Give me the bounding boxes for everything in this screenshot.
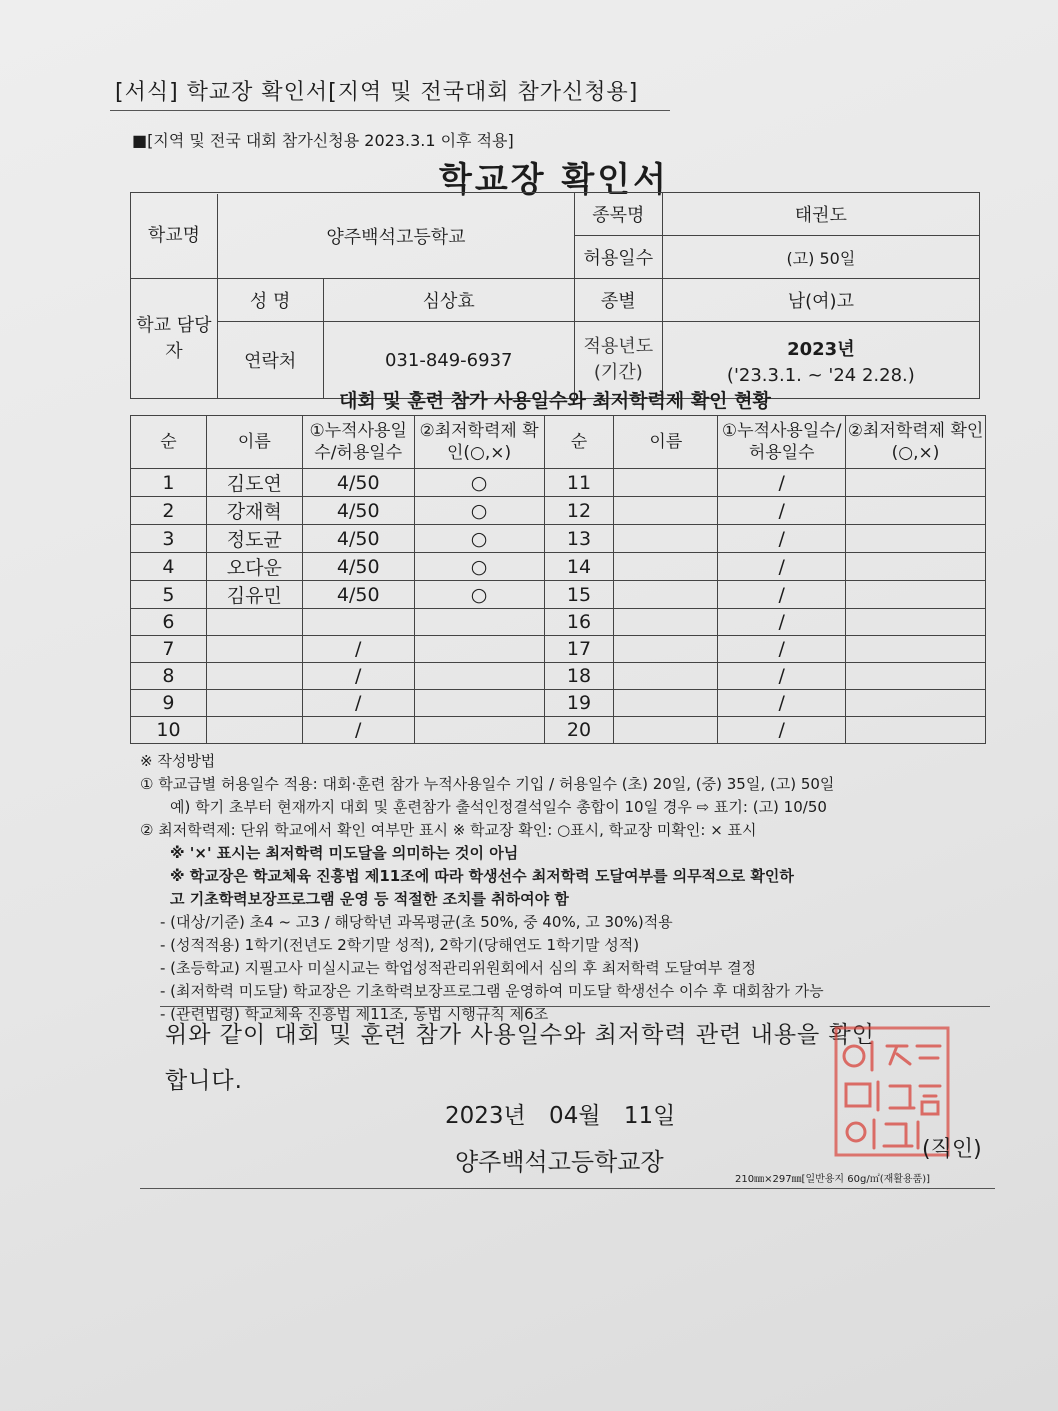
minimum-grade-check	[414, 609, 544, 636]
table-row	[131, 636, 986, 663]
minimum-grade-check	[846, 581, 986, 609]
row-number: 10	[131, 717, 207, 744]
usage-days: /	[718, 581, 846, 609]
instruction-line: ※ 작성방법	[140, 752, 216, 770]
row-number: 18	[544, 663, 614, 690]
minimum-grade-check	[846, 469, 986, 497]
usage-days: /	[718, 717, 846, 744]
usage-days: /	[302, 636, 414, 663]
table-header-row	[131, 416, 986, 469]
student-name: 정도균	[206, 525, 302, 553]
sub-label: ■[지역 및 전국 대회 참가신청용 2023.3.1 이후 적용]	[132, 131, 514, 150]
allowed-value: (고) 50일	[662, 236, 979, 279]
instruction-line: ② 최저학력제: 단위 학교에서 확인 여부만 표시 ※ 학교장 확인: ○표시, 학교장 미확인: × 표시	[140, 821, 757, 839]
instruction-line: 고 기초학력보장프로그램 운영 등 적절한 조치를 취하여야 함	[170, 890, 569, 908]
confirmation-text	[165, 1012, 875, 1104]
event-label: 종목명	[574, 193, 662, 236]
minimum-grade-check	[846, 663, 986, 690]
school-cell	[131, 193, 575, 279]
usage-days: /	[302, 717, 414, 744]
confirmation-line: 위와 같이 대회 및 훈련 참가 사용일수와 최저학력 관련 내용을 확인	[165, 1022, 875, 1048]
gender-value: 남(여)고	[662, 279, 979, 322]
student-name	[206, 636, 302, 663]
document-title: 학교장 확인서	[439, 160, 669, 200]
minimum-grade-check: ○	[414, 469, 544, 497]
student-name	[614, 497, 718, 525]
student-name: 김도연	[206, 469, 302, 497]
school-label: 학교명	[131, 194, 218, 278]
student-name	[614, 663, 718, 690]
row-number: 15	[544, 581, 614, 609]
row-number: 2	[131, 497, 207, 525]
period-value: ('23.3.1. ~ '24 2.28.)	[726, 364, 915, 386]
row-number: 3	[131, 525, 207, 553]
usage-days: 4/50	[302, 469, 414, 497]
table-row	[131, 717, 986, 744]
minimum-grade-check: ○	[414, 553, 544, 581]
student-name	[614, 609, 718, 636]
minimum-grade-check	[846, 553, 986, 581]
usage-days: /	[718, 690, 846, 717]
table-row	[131, 497, 986, 525]
row-number: 14	[544, 553, 614, 581]
student-name	[614, 690, 718, 717]
paper-spec: 210㎜×297㎜[일반용지 60g/㎡(재활용품)]	[735, 1174, 931, 1185]
student-name	[206, 717, 302, 744]
student-name	[614, 581, 718, 609]
table-row	[131, 663, 986, 690]
divider	[160, 1006, 990, 1007]
usage-table	[130, 415, 986, 744]
row-number: 17	[544, 636, 614, 663]
usage-days: /	[718, 525, 846, 553]
confirmation-line: 합니다.	[165, 1068, 243, 1094]
student-name	[206, 609, 302, 636]
row-number: 1	[131, 469, 207, 497]
student-name	[614, 525, 718, 553]
usage-days: /	[302, 690, 414, 717]
minimum-grade-check	[846, 497, 986, 525]
header-check: ②최저학력제 확인(○,×)	[414, 416, 544, 469]
usage-days: /	[718, 609, 846, 636]
header-days: ①누적사용일수/허용일수	[302, 416, 414, 469]
student-name	[206, 663, 302, 690]
contact-label: 연락처	[217, 322, 323, 399]
contact-value: 031-849-6937	[323, 322, 574, 399]
minimum-grade-check	[846, 636, 986, 663]
school-value: 양주백석고등학교	[326, 226, 466, 248]
instruction-line: ※ 학교장은 학교체육 진흥법 제11조에 따라 학생선수 최저학력 도달여부를 의무적으로 확인하	[170, 867, 794, 885]
allowed-label: 허용일수	[574, 236, 662, 279]
minimum-grade-check	[846, 609, 986, 636]
row-number: 13	[544, 525, 614, 553]
name-value: 심상효	[323, 279, 574, 322]
instruction-line: ※ '×' 표시는 최저학력 미도달을 의미하는 것이 아님	[170, 844, 519, 862]
minimum-grade-check	[414, 636, 544, 663]
instruction-line: - (성적적용) 1학기(전년도 2학기말 성적), 2학기(당해연도 1학기말 성적)	[160, 936, 640, 954]
usage-days	[302, 609, 414, 636]
instruction-line: - (초등학교) 지필고사 미실시교는 학업성적관리위원회에서 심의 후 최저학력 도달여부 결정	[160, 959, 757, 977]
row-number: 6	[131, 609, 207, 636]
name-label: 성 명	[217, 279, 323, 322]
row-number: 7	[131, 636, 207, 663]
table-row	[131, 525, 986, 553]
usage-days: 4/50	[302, 525, 414, 553]
section-title: 대회 및 훈련 참가 사용일수와 최저학력제 확인 현황	[339, 390, 771, 412]
row-number: 11	[544, 469, 614, 497]
manager-label: 학교 담당자	[131, 279, 218, 399]
instructions	[140, 750, 834, 1026]
minimum-grade-check	[846, 690, 986, 717]
minimum-grade-check	[414, 663, 544, 690]
student-name: 오다운	[206, 553, 302, 581]
instruction-line: - (관련법령) 학교체육 진흥법 제11조, 동법 시행규칙 제6조	[160, 1005, 549, 1023]
usage-days: 4/50	[302, 497, 414, 525]
year-label: 적용년도 (기간)	[574, 322, 662, 399]
usage-days: /	[302, 663, 414, 690]
header-days2: ①누적사용일수/허용일수	[718, 416, 846, 469]
form-label: [서식] 학교장 확인서[지역 및 전국대회 참가신청용]	[115, 80, 639, 105]
row-number: 12	[544, 497, 614, 525]
table-row	[131, 469, 986, 497]
header-name2: 이름	[614, 416, 718, 469]
row-number: 5	[131, 581, 207, 609]
instruction-line: - (최저학력 미도달) 학교장은 기초학력보장프로그램 운영하여 미도달 학생선수 이수 후 대회참가 가능	[160, 982, 824, 1000]
table-row	[131, 690, 986, 717]
student-name: 김유민	[206, 581, 302, 609]
usage-days: /	[718, 469, 846, 497]
usage-days: /	[718, 663, 846, 690]
student-name	[614, 553, 718, 581]
instruction-line: - (대상/기준) 초4 ~ 고3 / 해당학년 과목평균(초 50%, 중 40%, 고 30%)적용	[160, 913, 673, 931]
minimum-grade-check: ○	[414, 525, 544, 553]
usage-days: /	[718, 636, 846, 663]
info-table	[130, 192, 980, 399]
principal-signature: 양주백석고등학교장	[455, 1148, 664, 1176]
student-name	[614, 717, 718, 744]
event-value: 태권도	[662, 193, 979, 236]
table-row	[131, 581, 986, 609]
header-num: 순	[131, 416, 207, 469]
minimum-grade-check: ○	[414, 581, 544, 609]
minimum-grade-check	[414, 717, 544, 744]
instruction-line: ① 학교급별 허용일수 적용: 대회·훈련 참가 누적사용일수 기입 / 허용일수 (초) 20일, (중) 35일, (고) 50일	[140, 775, 835, 793]
student-name	[614, 469, 718, 497]
row-number: 4	[131, 553, 207, 581]
minimum-grade-check: ○	[414, 497, 544, 525]
table-row	[131, 553, 986, 581]
divider	[110, 110, 670, 111]
row-number: 8	[131, 663, 207, 690]
row-number: 9	[131, 690, 207, 717]
row-number: 19	[544, 690, 614, 717]
student-name: 강재혁	[206, 497, 302, 525]
row-number: 16	[544, 609, 614, 636]
minimum-grade-check	[846, 525, 986, 553]
header-check2: ②최저학력제 확인(○,×)	[846, 416, 986, 469]
student-name	[206, 690, 302, 717]
instruction-line: 예) 학기 초부터 현재까지 대회 및 훈련참가 출석인정결석일수 총합이 10일 경우 ⇨ 표기: (고) 10/50	[170, 798, 827, 816]
row-number: 20	[544, 717, 614, 744]
student-name	[614, 636, 718, 663]
usage-days: /	[718, 553, 846, 581]
year-value: 2023년	[787, 338, 855, 360]
seal-mark: (직인)	[922, 1137, 982, 1162]
usage-days: 4/50	[302, 553, 414, 581]
minimum-grade-check	[414, 690, 544, 717]
usage-days: /	[718, 497, 846, 525]
usage-days: 4/50	[302, 581, 414, 609]
header-num2: 순	[544, 416, 614, 469]
divider	[140, 1188, 995, 1189]
header-name: 이름	[206, 416, 302, 469]
gender-label: 종별	[574, 279, 662, 322]
table-row	[131, 609, 986, 636]
minimum-grade-check	[846, 717, 986, 744]
issue-date: 2023년 04월 11일	[445, 1103, 676, 1129]
